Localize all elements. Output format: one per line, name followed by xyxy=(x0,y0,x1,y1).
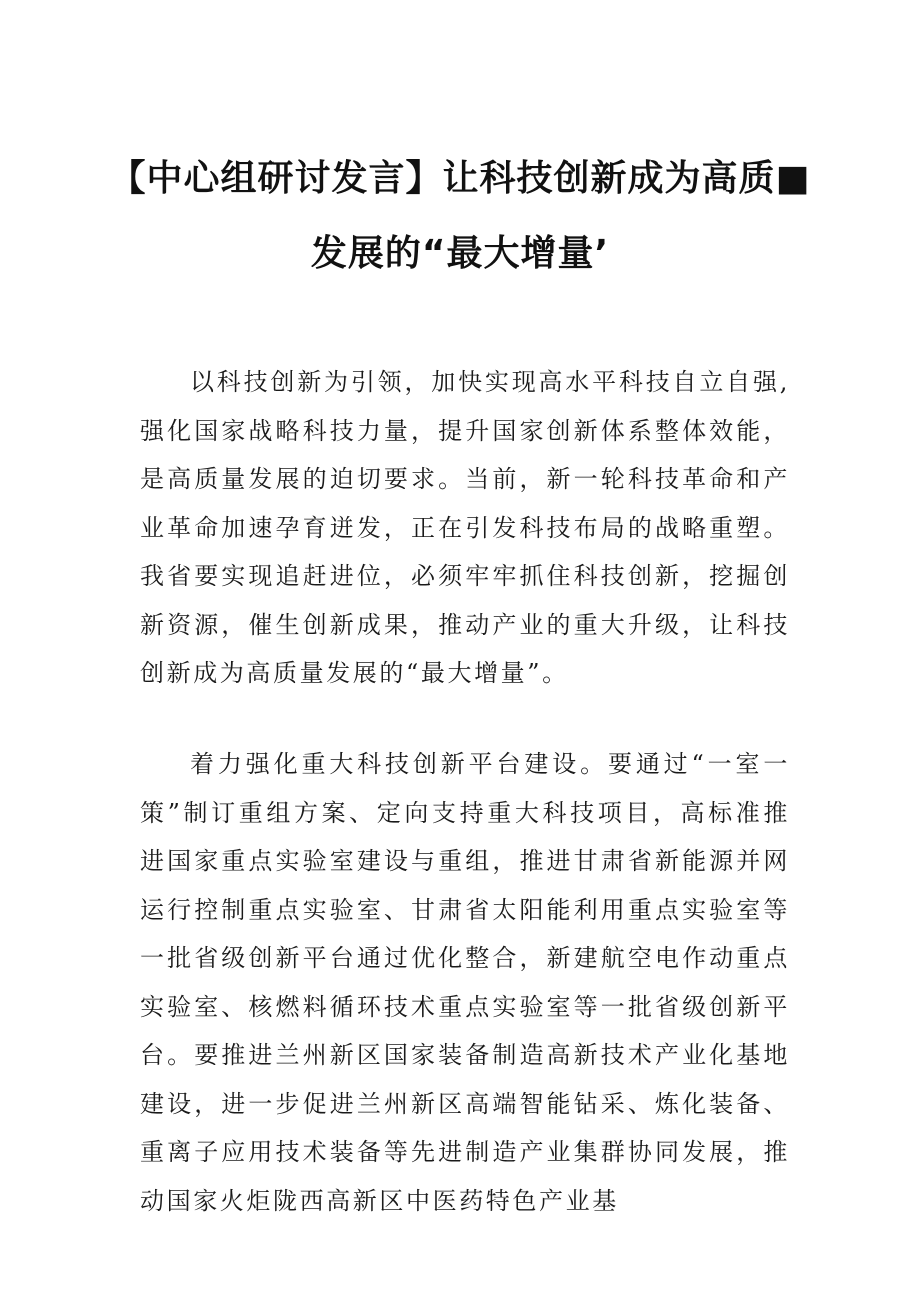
body-paragraph-platforms: 着力强化重大科技创新平台建设。要通过“一室一策”制订重组方案、定向支持重大科技项目，高标准推进国家重点实验室建设与重组，推进甘肃省新能源并网运行控制重点实验室、甘肃省太阳能利用重点实验室等一批省级创新平台通过优化整合，新建航空电作动重点实验室、核燃料循环技术重点实验室等一批省级创新平台。要推进兰州新区国家装备制造高新技术产业化基地建设，进一步促进兰州新区高端智能钻采、炼化装备、重离子应用技术装备等先进制造产业集群协同发展，推动国家火炬陇西高新区中医药特色产业基 xyxy=(140,750,790,1215)
body-paragraph-intro: 以科技创新为引领，加快实现高水平科技自立自强,强化国家战略科技力量，提升国家创新体系整体效能，是高质量发展的迫切要求。当前，新一轮科技革命和产业革命加速孕育迸发，正在引发科技布局的战略重塑。我省要实现追赶进位，必须牢牢抓住科技创新，挖掘创新资源，催生创新成果，推动产业的重大升级，让科技创新成为高质量发展的“最大增量”。 xyxy=(140,368,790,687)
document-title-line-2: 发展的“最大增量’ xyxy=(310,233,610,274)
document-title-line-1: 【中心组研讨发言】让科技创新成为高质■ xyxy=(109,158,811,199)
